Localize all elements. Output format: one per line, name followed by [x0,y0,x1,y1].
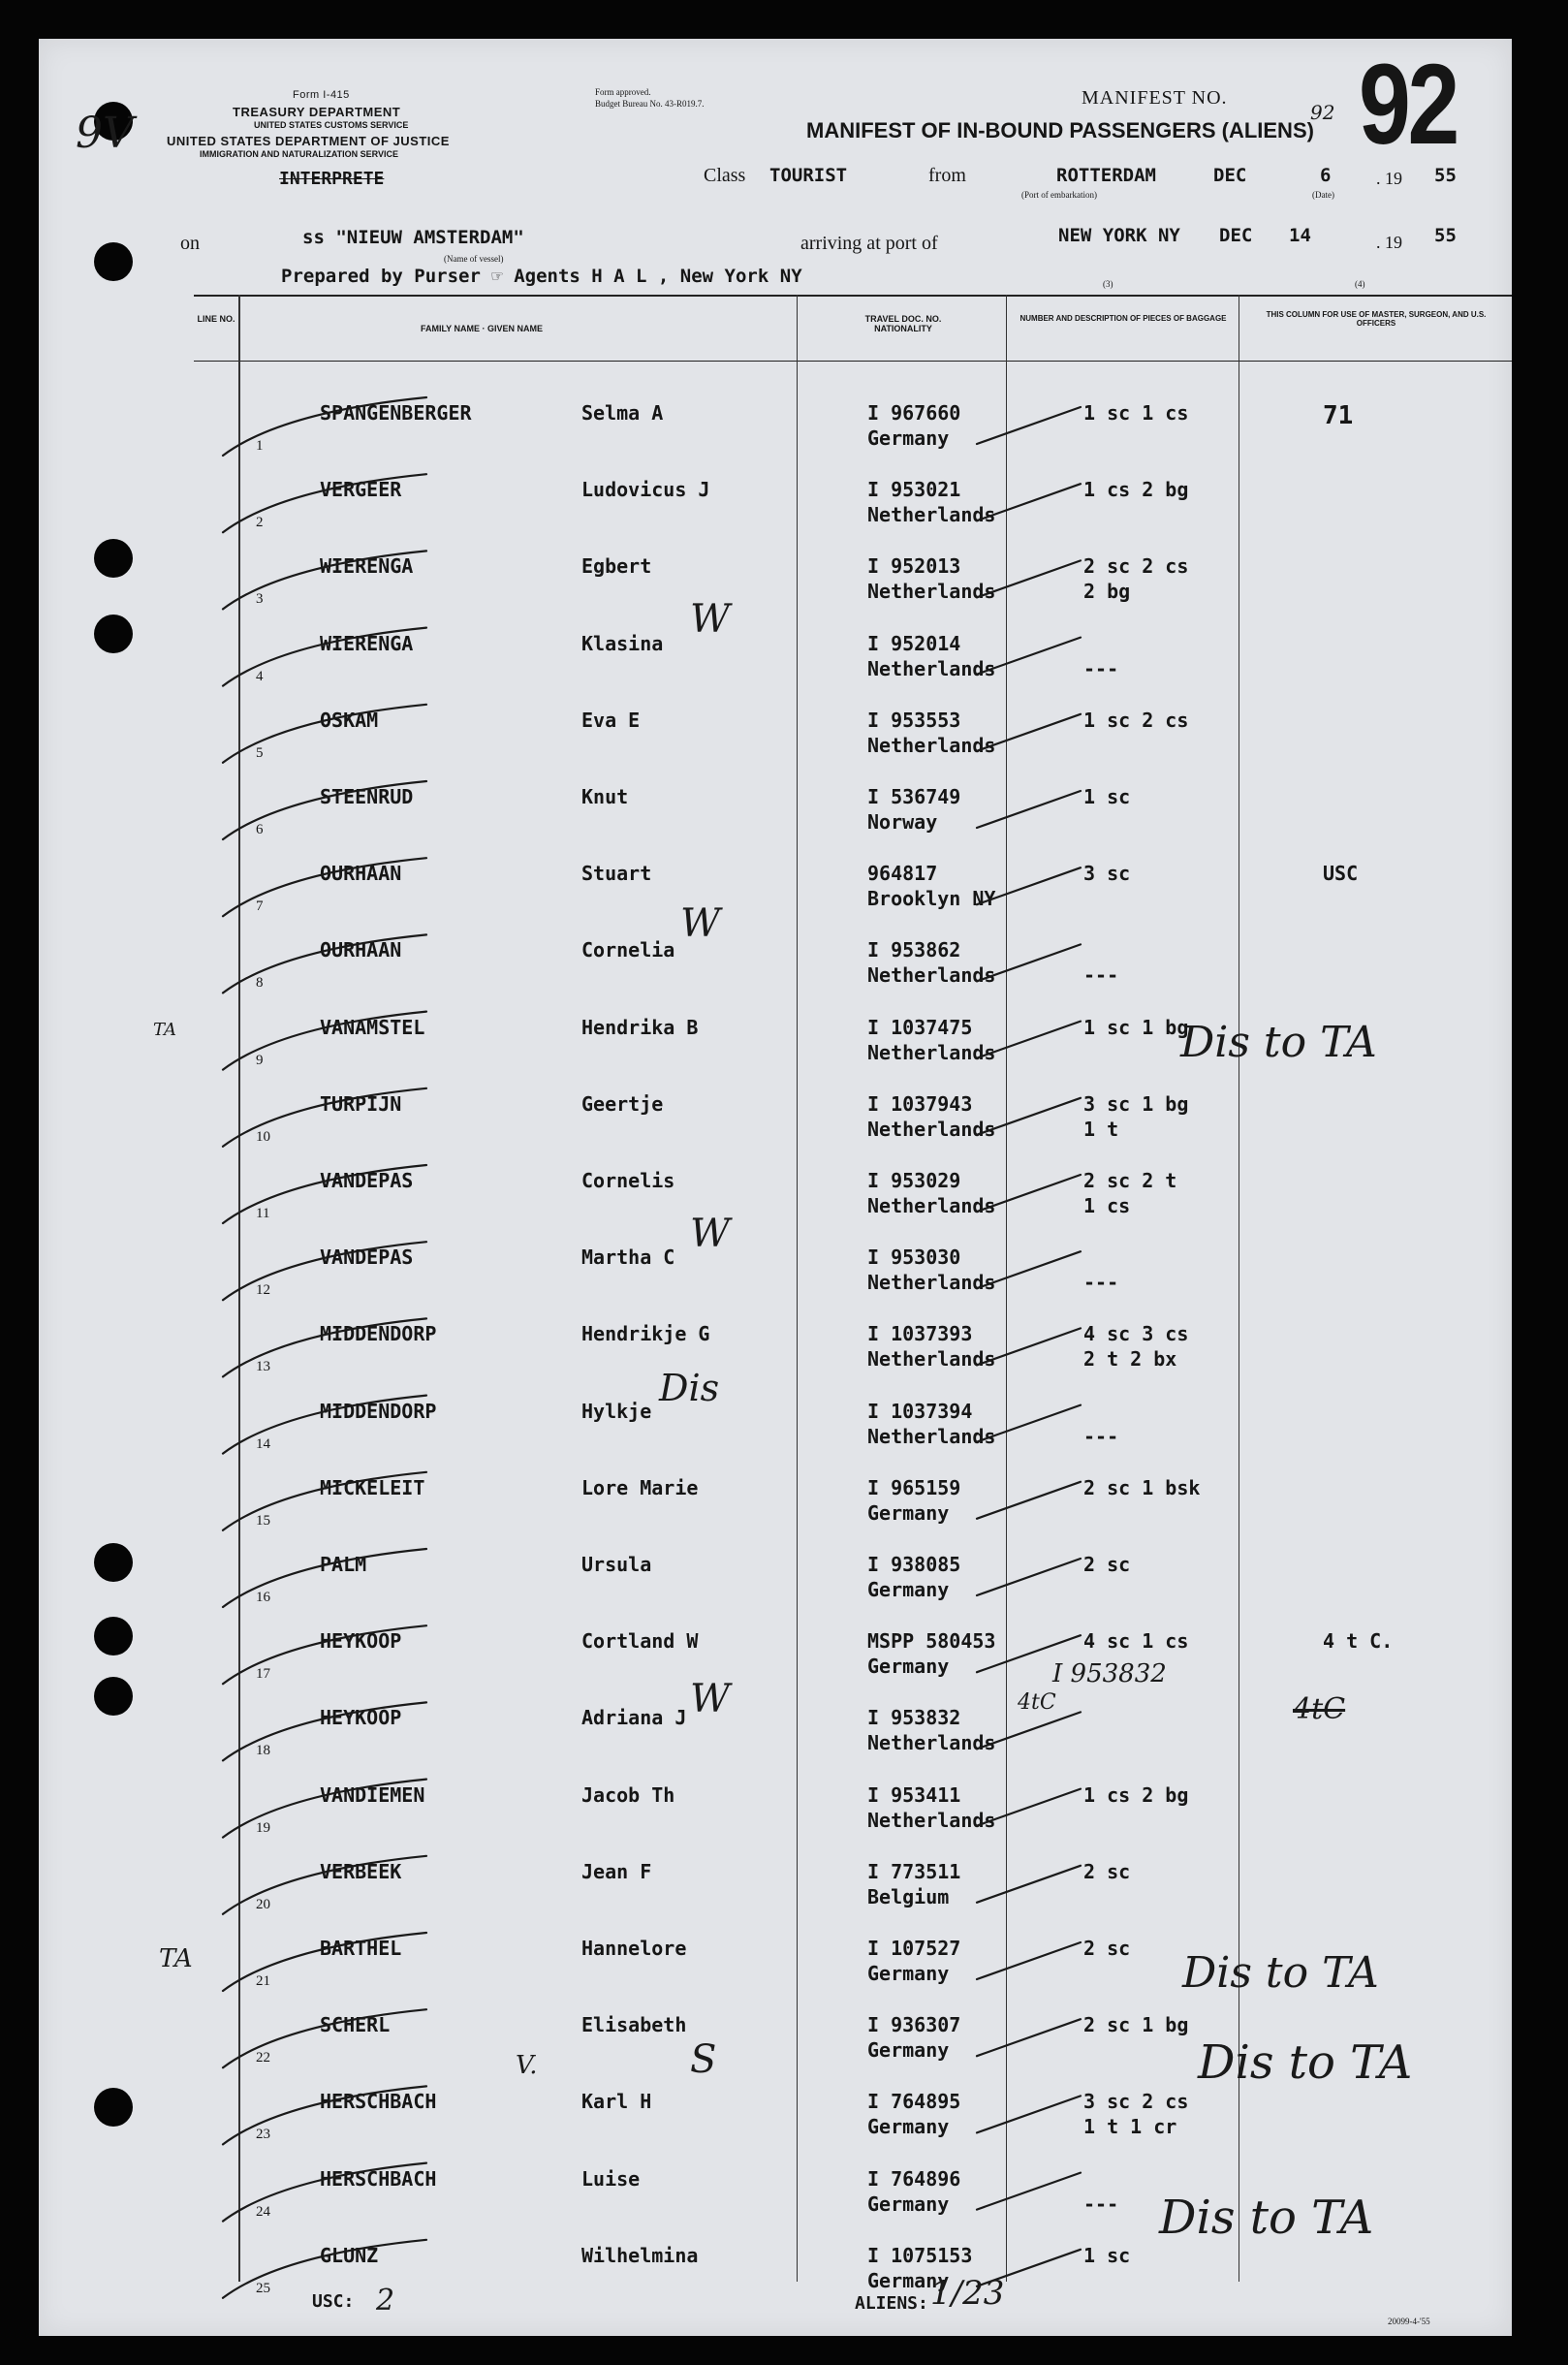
line-number: 1 [256,438,264,454]
nationality: Germany [867,2038,950,2063]
given-name: Luise [581,2166,641,2191]
travel-doc-number: I 953862 [867,938,961,962]
given-name: Eva E [581,708,641,732]
line-number: 15 [256,1512,270,1529]
given-name: Selma A [581,401,664,425]
baggage-line1: 2 sc 1 bsk [1083,1475,1201,1499]
family-name: VANDEPAS [320,1246,414,1270]
passenger-row [194,1539,1512,1616]
baggage-line2: 1 t [1083,1117,1119,1141]
nationality: Netherlands [867,656,996,680]
family-name: WIERENGA [320,631,414,655]
margin-ta-mark: TA [159,1944,193,1973]
family-name: HERSCHBACH [320,2090,437,2114]
line-number: 2 [256,515,264,531]
passenger-row [194,1386,1512,1463]
travel-doc-number: I 953021 [867,478,961,502]
nationality: Brooklyn NY [867,887,996,911]
nationality: Netherlands [867,1808,996,1832]
nationality: Netherlands [867,963,996,988]
table-top-rule [194,295,1512,297]
annotation-dis: Dis [659,1367,720,1409]
officer-note: 71 [1323,401,1354,430]
given-name: Knut [581,785,629,808]
travel-doc-number: I 1037394 [867,1399,973,1423]
line-number: 20 [256,1896,270,1912]
passenger-row [194,1155,1512,1232]
travel-doc-number: I 953553 [867,708,961,732]
vessel-caption: (Name of vessel) [444,254,504,264]
arrival-year: 55 [1434,225,1457,246]
passenger-row [194,618,1512,695]
annotation-dis-ta: Dis to TA [1198,2035,1413,2090]
family-name: OURHAAN [320,938,402,962]
line-number: 14 [256,1435,270,1452]
passenger-row [194,1309,1512,1385]
family-name: VERGEER [320,478,402,502]
nationality: Belgium [867,1884,950,1908]
punch-hole [94,1617,133,1656]
travel-doc-number: I 1037393 [867,1322,973,1346]
travel-doc-number: MSPP 580453 [867,1629,996,1654]
baggage-line2: --- [1083,2192,1119,2216]
punch-hole [94,615,133,653]
line-number: 10 [256,1128,270,1145]
family-name: HEYKOOP [320,1629,402,1654]
baggage-line2: 1 t 1 cr [1083,2115,1177,2139]
baggage-line2: 2 bg [1083,580,1131,604]
passenger-row [194,1616,1512,1692]
travel-doc-number: I 536749 [867,785,961,808]
passenger-row [194,772,1512,848]
immigration-service: IMMIGRATION AND NATURALIZATION SERVICE [200,149,398,159]
given-name: Stuart [581,862,652,886]
line-number: 25 [256,2280,270,2296]
travel-doc-number: I 936307 [867,2013,961,2037]
travel-doc-number: I 952013 [867,554,961,579]
nationality: Netherlands [867,1194,996,1217]
date-caption: (Date) [1312,190,1334,200]
baggage-line1: 4 sc 1 cs [1083,1629,1189,1654]
line-number: 22 [256,2050,270,2066]
family-name: MIDDENDORP [320,1322,437,1346]
line-number: 16 [256,1590,270,1605]
col-header-baggage: NUMBER AND DESCRIPTION OF PIECES OF BAGGAGE [1019,314,1227,323]
baggage-line2: --- [1083,656,1119,680]
travel-doc-number: I 953029 [867,1169,961,1192]
from-label: from [928,165,966,186]
baggage-line1: 3 sc [1083,862,1131,886]
nationality: Netherlands [867,1424,996,1448]
arrival-day: 14 [1289,225,1311,246]
arrival-year-prefix: . 19 [1376,233,1402,252]
annotation-s: S [690,2037,717,2082]
treasury-department: TREASURY DEPARTMENT [233,105,401,119]
travel-doc-number: I 938085 [867,1553,961,1576]
nationality: Netherlands [867,1347,996,1372]
usc-label: USC: [312,2291,355,2312]
family-name: SCHERL [320,2013,391,2037]
family-name: HEYKOOP [320,1706,402,1730]
travel-doc-number: I 953832 [867,1706,961,1730]
customs-service: UNITED STATES CUSTOMS SERVICE [254,120,409,130]
annotation-w: W [680,901,721,946]
nationality: Netherlands [867,1271,996,1295]
given-name: Cortland W [581,1629,699,1654]
baggage-line1: 2 sc 2 t [1083,1169,1177,1192]
line-number: 12 [256,1282,270,1299]
baggage-line1: 4 sc 3 cs [1083,1322,1189,1346]
baggage-line1: 2 sc 1 bg [1083,2013,1189,2037]
nationality: Germany [867,2192,950,2216]
embark-year: 55 [1434,165,1457,186]
baggage-line2: --- [1083,1271,1119,1295]
passenger-row [194,1079,1512,1155]
line-number: 19 [256,1819,270,1836]
embark-day: 6 [1320,165,1332,186]
family-name: STEENRUD [320,785,414,808]
line-number: 11 [256,1206,270,1221]
travel-doc-number: I 965159 [867,1475,961,1499]
punch-hole [94,1543,133,1582]
nationality: Germany [867,1500,950,1525]
given-name: Ursula [581,1553,652,1576]
baggage-line1: 3 sc 1 bg [1083,1091,1189,1116]
passenger-row [194,1463,1512,1539]
on-label: on [180,233,200,254]
line-number: 3 [256,591,264,608]
manifest-title: MANIFEST OF IN-BOUND PASSENGERS (ALIENS) [806,118,1314,142]
justice-department: UNITED STATES DEPARTMENT OF JUSTICE [167,134,450,148]
baggage-line2: --- [1083,1424,1119,1448]
passenger-row [194,1770,1512,1846]
given-name: Martha C [581,1246,675,1270]
baggage-line1: 2 sc [1083,1937,1131,1960]
baggage-line1: 1 cs 2 bg [1083,478,1189,502]
passenger-row [194,541,1512,617]
passenger-row [194,848,1512,925]
manifest-no-big: 92 [1359,41,1458,169]
usc-value: 2 [376,2284,395,2318]
form-number: Form I-415 [293,89,350,101]
nationality: Netherlands [867,503,996,527]
line-number: 4 [256,668,264,684]
annotation-alt-doc: I 953832 [1052,1659,1167,1688]
given-name: Klasina [581,631,664,655]
form-approved: Form approved. [595,87,651,97]
given-name: Hendrika B [581,1015,699,1039]
baggage-line1: 1 sc 1 bg [1083,1015,1189,1039]
punch-hole [94,2088,133,2127]
line-number: 24 [256,2203,270,2220]
form-code: 20099-4-'55 [1388,2317,1430,2326]
annotation-w: W [690,1212,731,1256]
officer-note: 4 t C. [1323,1629,1394,1654]
annotation-dis-ta: Dis to TA [1182,1948,1379,1998]
annotation-htc-struck: 4tC [1293,1692,1346,1726]
given-name: Hylkje [581,1399,652,1423]
family-name: VANDIEMEN [320,1782,425,1807]
family-name: PALM [320,1553,367,1576]
nationality: Norway [867,810,938,834]
family-name: VANDEPAS [320,1169,414,1192]
manifest-no-small: 92 [1310,101,1335,124]
line-number: 7 [256,899,264,915]
family-name: SPANGENBERGER [320,401,472,425]
travel-doc-number: I 764895 [867,2090,961,2114]
port-caption: (Port of embarkation) [1021,190,1097,200]
aliens-label: ALIENS: [855,2293,928,2314]
baggage-line1: 3 sc 2 cs [1083,2090,1189,2114]
line-number: 17 [256,1666,270,1683]
line-number: 8 [256,975,264,992]
col3-marker: (3) [1103,279,1113,289]
line-number: 5 [256,744,264,761]
family-name: BARTHEL [320,1937,402,1960]
family-name: VANAMSTEL [320,1015,425,1039]
top-left-mark: 9V [76,109,134,158]
travel-doc-number: I 764896 [867,2166,961,2191]
travel-doc-number: I 952014 [867,631,961,655]
nationality: Netherlands [867,1040,996,1064]
given-name: Hendrikje G [581,1322,710,1346]
travel-doc-number: I 1037943 [867,1091,973,1116]
class-value: TOURIST [769,165,848,186]
line-number: 21 [256,1973,270,1989]
family-name: TURPIJN [320,1091,402,1116]
manifest-page [39,39,1512,2336]
punch-hole [94,242,133,281]
baggage-line1: 2 sc [1083,1553,1131,1576]
family-name: OURHAAN [320,862,402,886]
col4-marker: (4) [1355,279,1365,289]
travel-doc-number: I 1037475 [867,1015,973,1039]
baggage-line1: 1 sc [1083,785,1131,808]
passenger-row [194,1232,1512,1309]
col-header-name: FAMILY NAME · GIVEN NAME [421,324,544,333]
given-name: Ludovicus J [581,478,710,502]
table-header-rule [194,361,1512,362]
nationality: Germany [867,2115,950,2139]
nationality: Germany [867,1962,950,1985]
aliens-value: 1/23 [930,2274,1005,2313]
annotation-v: V. [516,2051,538,2080]
annotation-w: W [690,597,731,642]
nationality: Germany [867,1578,950,1601]
family-name: MICKELEIT [320,1475,425,1499]
nationality: Netherlands [867,1117,996,1141]
baggage-line1: 1 sc 1 cs [1083,401,1189,425]
baggage-line1: 1 sc [1083,2243,1131,2267]
family-name: VERBEEK [320,1859,402,1883]
nationality: Netherlands [867,1731,996,1755]
col-header-doc: TRAVEL DOC. NO. NATIONALITY [864,314,942,333]
nationality: Germany [867,2268,950,2292]
vessel-name: ss "NIEUW AMSTERDAM" [302,227,524,248]
margin-ta-mark: TA [153,1020,177,1040]
given-name: Egbert [581,554,652,579]
travel-doc-number: I 1075153 [867,2243,973,2267]
punch-hole [94,539,133,578]
baggage-line1: 1 cs 2 bg [1083,1782,1189,1807]
baggage-line2: 1 cs [1083,1194,1131,1217]
family-name: WIERENGA [320,554,414,579]
nationality: Germany [867,426,950,450]
passenger-row [194,925,1512,1001]
annotation-dis-ta: Dis to TA [1180,1018,1377,1067]
passenger-row [194,388,1512,464]
baggage-line1: 2 sc [1083,1859,1131,1883]
given-name: Lore Marie [581,1475,699,1499]
arrival-port: NEW YORK NY [1058,225,1180,246]
punch-hole [94,1677,133,1716]
line-number: 9 [256,1052,264,1068]
year-prefix: . 19 [1376,169,1402,188]
annotation-w: W [690,1677,731,1721]
given-name: Cornelia [581,938,675,962]
given-name: Jacob Th [581,1782,675,1807]
officer-note: USC [1323,862,1359,886]
travel-doc-number: I 953411 [867,1782,961,1807]
annotation-htc: 4tC [1018,1690,1056,1715]
line-number: 18 [256,1743,270,1759]
manifest-no-label: MANIFEST NO. [1082,87,1228,109]
col-header-officers: THIS COLUMN FOR USE OF MASTER, SURGEON, AND U.S. OFFICERS [1266,310,1487,328]
passenger-row [194,695,1512,772]
given-name: Cornelis [581,1169,675,1192]
nationality: Netherlands [867,580,996,604]
nationality: Germany [867,1655,950,1679]
nationality: Netherlands [867,733,996,757]
passenger-row [194,1846,1512,1923]
baggage-line1: 2 sc 2 cs [1083,554,1189,579]
family-name: OSKAM [320,708,379,732]
line-number: 23 [256,2127,270,2143]
col-header-line: LINE NO. [197,314,235,324]
family-name: GLUNZ [320,2243,379,2267]
annotation-dis-ta: Dis to TA [1159,2191,1374,2245]
baggage-line1: 1 sc 2 cs [1083,708,1189,732]
budget-bureau: Budget Bureau No. 43-R019.7. [595,99,705,109]
struck-word: INTERPRETE [279,169,385,189]
given-name: Adriana J [581,1706,687,1730]
given-name: Jean F [581,1859,652,1883]
embark-month: DEC [1213,165,1247,186]
given-name: Hannelore [581,1937,687,1960]
family-name: MIDDENDORP [320,1399,437,1423]
given-name: Wilhelmina [581,2243,699,2267]
travel-doc-number: I 773511 [867,1859,961,1883]
travel-doc-number: I 107527 [867,1937,961,1960]
prepared-by: Prepared by Purser ☞ Agents H A L , New York NY [281,266,802,287]
arriving-label: arriving at port of [800,233,938,254]
passenger-row [194,464,1512,541]
baggage-line2: 2 t 2 bx [1083,1347,1177,1372]
line-number: 13 [256,1359,270,1375]
travel-doc-number: 964817 [867,862,938,886]
class-label: Class [704,165,746,186]
travel-doc-number: I 953030 [867,1246,961,1270]
given-name: Karl H [581,2090,652,2114]
port-of-embarkation: ROTTERDAM [1056,165,1156,186]
baggage-line2: --- [1083,963,1119,988]
arrival-month: DEC [1219,225,1253,246]
family-name: HERSCHBACH [320,2166,437,2191]
travel-doc-number: I 967660 [867,401,961,425]
given-name: Geertje [581,1091,664,1116]
given-name: Elisabeth [581,2013,687,2037]
line-number: 6 [256,822,264,837]
